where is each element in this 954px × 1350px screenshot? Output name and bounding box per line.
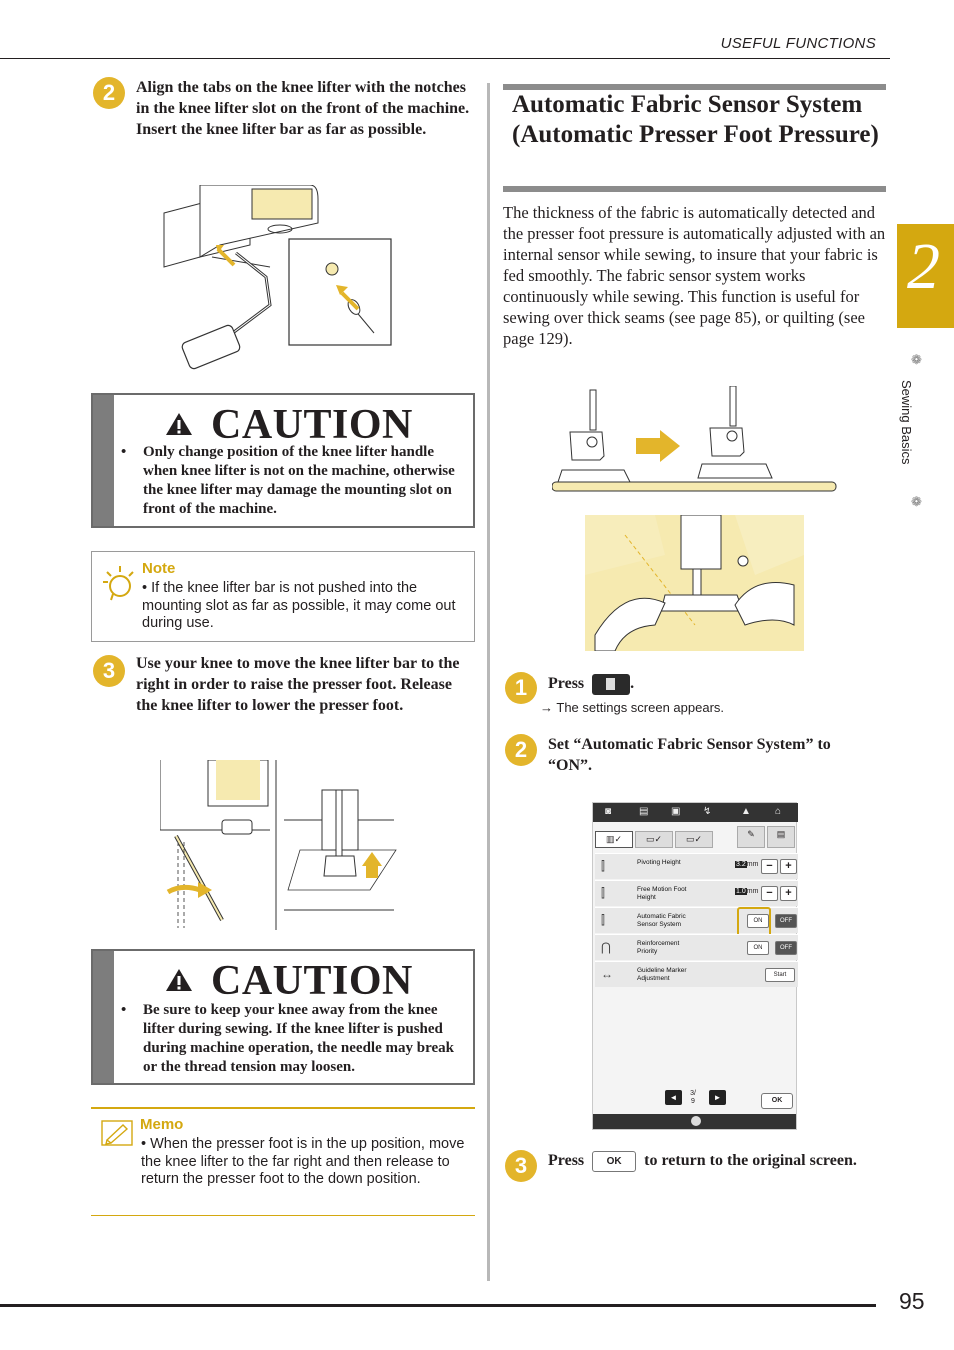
tab-pencil[interactable]: ✎ [737,826,765,848]
running-header: USEFUL FUNCTIONS [720,35,876,52]
next-page-button[interactable]: ► [709,1090,726,1105]
note-box [91,551,475,642]
page-current: 3 [690,1090,694,1097]
note-bulb-icon [101,564,135,602]
note-text: • If the knee lifter bar is not pushed into the mounting slot as far as possible, it may come out during use. [142,580,456,631]
caution-box [91,393,475,528]
setting-label: Reinforcement Priority [637,940,680,955]
knee-lifter-raise-illustration [160,760,400,930]
tab-general-settings[interactable]: ▭✓ [635,831,673,848]
ok-button[interactable]: OK [592,1151,636,1172]
pivot-icon: ⫿ [601,859,605,873]
step-text-after: to return to the original screen. [644,1152,857,1169]
step-number: 3 [93,655,125,687]
page-number: 95 [899,1288,925,1314]
caution-body [121,1001,467,1077]
caution-bar [93,395,114,526]
help-icon[interactable]: ▣ [671,806,681,817]
setting-label: Free Motion Foot Height [637,886,687,901]
footer-rule [0,1304,876,1307]
ornament-icon: ❁ [911,494,922,509]
step-number: 2 [93,77,125,109]
memo-pencil-icon [101,1120,133,1146]
on-highlight [737,907,771,937]
foot-icon: ⫿ [601,886,605,900]
camera-icon[interactable]: ◙ [605,806,612,817]
sensor-icon: ⫿ [601,913,605,927]
step-text [548,673,634,695]
minus-button[interactable]: − [761,859,778,874]
page-total: 9 [691,1098,695,1105]
step-text: Align the tabs on the knee lifter with the notches in the knee lifter slot on the front of the machine. Insert the knee lifter bar as far as possible. [136,79,470,138]
warning-icon [165,967,193,993]
step-text: Set “Automatic Fabric Sensor System” to “ON”. [548,736,831,774]
ornament-icon: ❁ [911,352,922,367]
step-text [548,1150,888,1172]
page-indicator: 3/ 9 [690,1090,696,1105]
step-text-before: Press [548,675,585,692]
plus-button[interactable]: + [780,859,797,874]
setting-row-guideline [595,961,798,987]
guideline-icon: ↔ [601,967,613,981]
tab-save[interactable]: ▤ [767,826,795,848]
screen-status-bar [593,1114,796,1129]
caution-box [91,949,475,1085]
bullet: • [121,1002,127,1018]
settings-screen [592,802,797,1130]
tab-machine-settings[interactable]: ▥✓ [595,831,633,848]
off-toggle[interactable]: OFF [775,941,797,955]
column-divider [487,83,490,1281]
caution-heading: CAUTION [211,958,413,1004]
step-text-after: . [630,675,635,692]
on-toggle[interactable]: ON [747,941,769,955]
lock-icon[interactable]: ▲ [741,806,751,817]
setting-row-pivoting-height [595,853,798,879]
bullet: • [121,444,127,460]
minus-button[interactable]: − [761,886,778,901]
on-toggle[interactable]: ON [747,914,769,928]
screen-toolbar [593,803,798,822]
settings-page-icon [606,678,615,690]
memo-bottom-rule [91,1215,475,1216]
prev-page-button[interactable]: ◄ [665,1090,682,1105]
setting-row-reinforcement [595,934,798,960]
step-number: 2 [505,734,537,766]
settings-button[interactable] [592,674,630,695]
header-rule [0,58,890,59]
home-icon[interactable]: ⌂ [775,806,782,817]
screen-ok-button[interactable]: OK [761,1093,793,1109]
step-text-before: Press [548,1152,585,1169]
section-title: Automatic Fabric Sensor System (Automatic Presser Foot Pressure) [512,91,879,148]
note-label: Note [142,560,176,577]
step-result: → The settings screen appears. [540,700,725,715]
chapter-tab [897,224,954,328]
chapter-label: Sewing Basics [899,380,914,465]
intro-paragraph: The thickness of the fabric is automatically detected and the presser foot pressure is automatically adjusted with an internal sensor while sewing, to insure that your fabric is fed smoothly. The fabric sensor system works continuously while sewing. This function is useful for sewing over thick seams (see page 85), or quilting (see page 129). [503,203,886,348]
caution-text: Be sure to keep your knee away from the knee lifter during sewing. If the knee lifter is pushed during machine operation, the needle may break or the thread tension may loosen. [143,1002,454,1075]
chapter-number: 2 [907,230,940,303]
step-number: 1 [505,672,537,704]
start-button[interactable]: Start [765,968,795,982]
tab-embroidery-settings[interactable]: ▭✓ [675,831,713,848]
needle-icon[interactable]: ↯ [703,806,712,817]
section-title-rule-bottom [503,186,886,192]
warning-icon [165,411,193,437]
off-toggle[interactable]: OFF [775,914,797,928]
caution-bar [93,951,114,1083]
setting-label: Automatic Fabric Sensor System [637,913,686,928]
reinforce-icon: ⋂ [601,940,611,954]
setting-row-free-motion-height [595,880,798,906]
plus-button[interactable]: + [780,886,797,901]
caution-body [121,443,467,519]
chapter-side-label [899,350,943,520]
knee-lifter-insert-illustration [160,185,396,375]
setting-value: 3.2mm [736,861,759,868]
quilting-illustration [585,515,804,651]
memo-text: • When the presser foot is in the up position, move the knee lifter to the far right and then release to return the presser foot to the down position. [141,1136,465,1187]
setting-value: 1.0mm [736,888,759,895]
step-number: 3 [505,1150,537,1182]
caution-heading: CAUTION [211,402,413,448]
status-indicator-icon [691,1116,701,1126]
setting-label: Pivoting Height [637,859,681,866]
settings-icon[interactable]: ▤ [639,806,649,817]
caution-text: Only change position of the knee lifter handle when knee lifter is not on the machine, otherwise the knee lifter may damage the mounting slot on front of the machine. [143,444,455,517]
presser-foot-illustration [552,386,837,494]
setting-label: Guideline Marker Adjustment [637,967,687,982]
memo-top-rule [91,1107,475,1109]
step-text: Use your knee to move the knee lifter bar to the right in order to raise the presser foot. Release the knee lifter to lower the presser foot. [136,655,460,714]
memo-label: Memo [140,1116,184,1133]
